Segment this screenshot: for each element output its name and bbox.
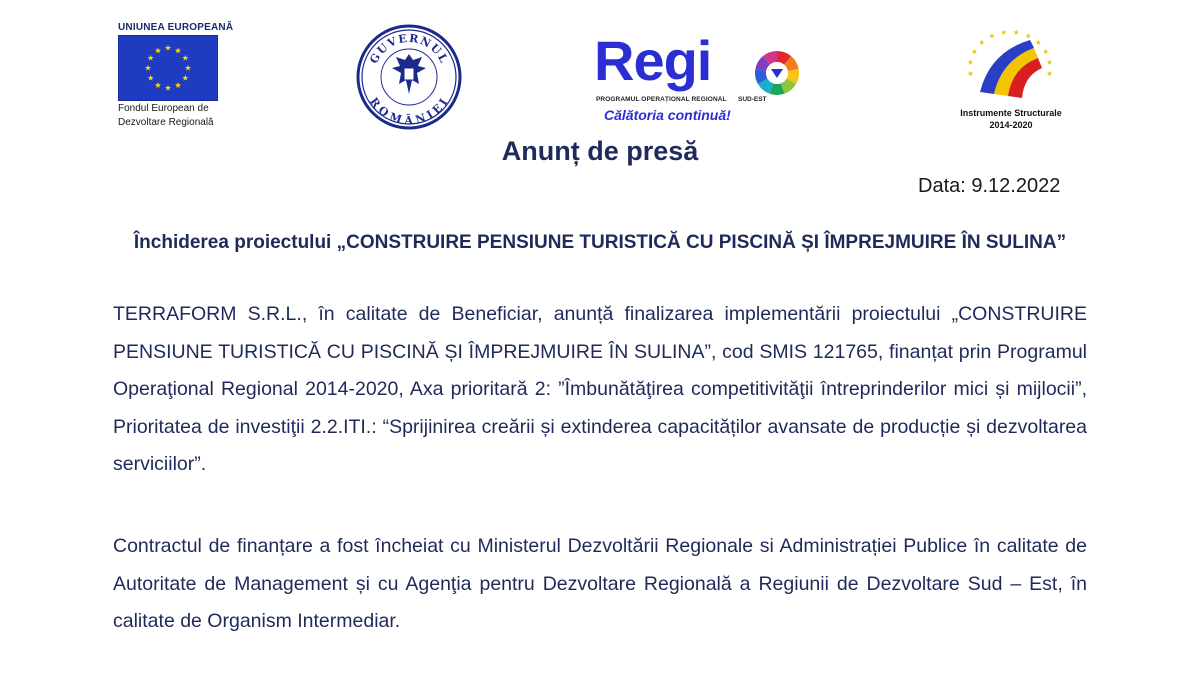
eu-logo xyxy=(118,22,238,129)
regio-wordmark: Regi xyxy=(594,29,712,92)
instrumente-star-icon xyxy=(1043,49,1049,54)
instrumente-star-icon xyxy=(979,40,985,45)
eu-fund-line1: Fondul European de xyxy=(118,103,209,114)
regio-region: SUD-EST xyxy=(738,96,767,103)
instrumente-star-icon xyxy=(1025,33,1031,38)
instrumente-structurale-logo xyxy=(946,18,1076,136)
seal-text-top: GUVERNUL xyxy=(367,31,451,66)
regio-program-line: PROGRAMUL OPERAȚIONAL REGIONAL xyxy=(596,96,727,103)
page-title: Anunț de presă xyxy=(501,136,699,166)
instrumente-star-icon xyxy=(989,33,995,38)
eu-label: UNIUNEA EUROPEANĂ xyxy=(118,22,234,33)
color-ring-icon xyxy=(754,50,800,96)
instrumente-star-icon xyxy=(1047,71,1053,76)
paragraph-project-completion: TERRAFORM S.R.L., în calitate de Beneficiar, anunță finalizarea implementării proiectului „CONSTRUIRE PENSIUNE TURISTICĂ CU PISCINĂ ȘI ÎMPREJMUIRE ÎN SULINA”, cod SMIS 121765, finanțat prin Programul Operaţional Regional 2014-2020, Axa prioritară 2: ”Îmbunătăţirea competitivităţii întreprinderilor mici și mijlocii”, Prioritatea de investiţii 2.2.ITI.: “Sprijinirea creării și extinderea capacităților avansate de producție și dezvoltarea serviciilor”. xyxy=(113,303,1087,475)
structural-funds-icon xyxy=(960,22,1060,106)
paragraph-financing-contract: Contractul de finanțare a fost încheiat cu Ministerul Dezvoltării Regionale si Administrației Publice în calitate de Autoritate de Management și cu Agenţia pentru Dezvoltare Regională a Regiunii de Dezvoltare Sud – Est, în calitate de Organism Intermediar. xyxy=(113,535,1087,632)
svg-text:ROMÂNIEI xyxy=(367,95,451,127)
guvern-romaniei-seal xyxy=(356,24,462,130)
instrumente-caption: Instrumente Structurale xyxy=(960,108,1062,118)
seal-icon xyxy=(356,24,462,130)
instrumente-star-icon xyxy=(968,59,974,64)
instrumente-star-icon xyxy=(1001,29,1007,34)
document-date: Data: 9.12.2022 xyxy=(918,175,1061,197)
instrumente-star-icon xyxy=(1013,29,1019,34)
instrumente-star-icon xyxy=(1035,40,1041,45)
project-closing-heading: Închiderea proiectului „CONSTRUIRE PENSIUNE TURISTICĂ CU PISCINĂ ȘI ÎMPREJMUIRE ÎN SULINA” xyxy=(133,232,1067,253)
logo-bar xyxy=(0,0,1200,140)
instrumente-star-icon xyxy=(968,71,974,76)
seal-text-bottom: ROMÂNIEI xyxy=(367,95,452,128)
instrumente-star-icon xyxy=(972,49,978,54)
eu-flag-icon xyxy=(118,35,218,101)
regio-logo xyxy=(594,29,814,134)
eu-fund-line2: Dezvoltare Regională xyxy=(118,117,214,128)
instrumente-star-icon xyxy=(1047,59,1053,64)
instrumente-years: 2014-2020 xyxy=(989,120,1033,130)
regio-tagline: Călătoria continuă! xyxy=(604,107,731,123)
